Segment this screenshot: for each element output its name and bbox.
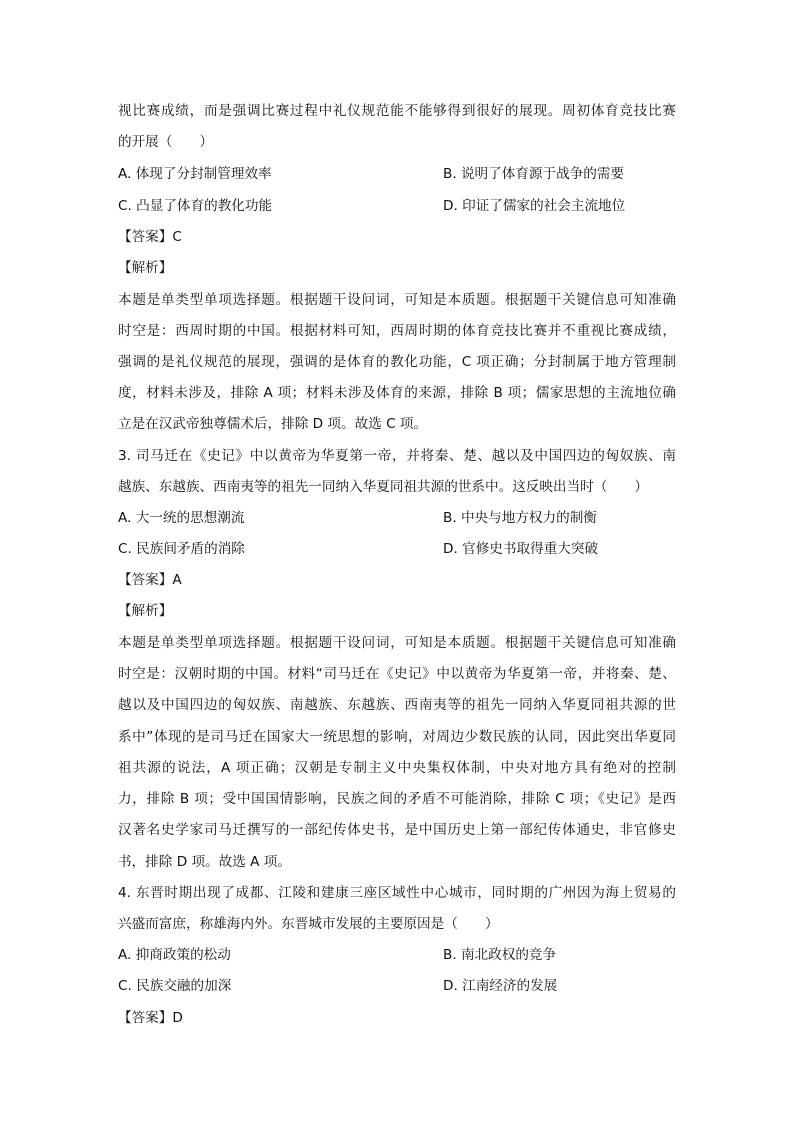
q3-analysis-line-8: 书，排除 D 项。故选 A 项。 xyxy=(118,854,291,870)
q3-option-d: D. 官修史书取得重大突破 xyxy=(443,541,599,557)
q2-analysis-line-5: 立是在汉武帝独尊儒术后，排除 D 项。故选 C 项。 xyxy=(118,416,428,432)
q2-analysis-line-1: 本题是单类型单项选择题。根据题干设问词，可知是本质题。根据题干关键信息可知准确 xyxy=(118,292,676,308)
q2-analysis-line-2: 时空是：西周时期的中国。根据材料可知，西周时期的体育竞技比赛并不重视比赛成绩， xyxy=(118,323,676,339)
q3-analysis-line-7: 汉著名史学家司马迁撰写的一部纪传体史书，是中国历史上第一部纪传体通史，非官修史 xyxy=(118,822,676,838)
q2-option-c: C. 凸显了体育的教化功能 xyxy=(118,198,273,214)
intro-line-1: 视比赛成绩，而是强调比赛过程中礼仪规范能不能够得到很好的展现。周初体育竞技比赛 xyxy=(118,103,676,119)
q4-option-c: C. 民族交融的加深 xyxy=(118,978,232,994)
q4-stem-line-1: 4. 东晋时期出现了成都、江陵和建康三座区域性中心城市，同时期的广州因为海上贸易的 xyxy=(118,885,676,901)
q2-analysis-line-4: 度，材料未涉及，排除 A 项；材料未涉及体育的来源，排除 B 项；儒家思想的主流地位确 xyxy=(118,385,676,401)
q4-option-b: B. 南北政权的竞争 xyxy=(443,947,557,963)
q2-analysis-label: 【解析】 xyxy=(118,260,173,276)
q3-analysis-line-1: 本题是单类型单项选择题。根据题干设问词，可知是本质题。根据题干关键信息可知准确 xyxy=(118,635,676,651)
q3-answer: 【答案】A xyxy=(118,572,182,588)
q3-option-a: A. 大一统的思想潮流 xyxy=(118,510,245,526)
q2-option-b: B. 说明了体育源于战争的需要 xyxy=(443,166,625,182)
q3-analysis-line-6: 力，排除 B 项；受中国国情影响，民族之间的矛盾不可能消除，排除 C 项；《史记》是西 xyxy=(118,791,676,807)
q3-analysis-line-3: 越以及中国四边的匈奴族、南越族、东越族、西南夷等的祖先一同纳入华夏同祖共源的世 xyxy=(118,697,676,713)
q3-analysis-line-4: 系中”体现的是司马迁在国家大一统思想的影响，对周边少数民族的认同，因此突出华夏同 xyxy=(118,729,676,745)
q4-option-d: D. 江南经济的发展 xyxy=(443,978,558,994)
q4-answer: 【答案】D xyxy=(118,1010,183,1026)
q3-option-b: B. 中央与地方权力的制衡 xyxy=(443,510,597,526)
q4-stem-line-2: 兴盛而富庶，称雄海内外。东晋城市发展的主要原因是（ ） xyxy=(118,916,499,932)
q3-analysis-line-2: 时空是：汉朝时期的中国。材料“司马迁在《史记》中以黄帝为华夏第一帝，并将秦、楚、 xyxy=(118,666,676,682)
intro-line-2: 的开展（ ） xyxy=(118,134,214,150)
q4-option-a: A. 抑商政策的松动 xyxy=(118,947,231,963)
q2-analysis-line-3: 强调的是礼仪规范的展现，强调的是体育的教化功能，C 项正确；分封制属于地方管理制 xyxy=(118,354,676,370)
q2-option-a: A. 体现了分封制管理效率 xyxy=(118,166,272,182)
q3-analysis-line-5: 祖共源的说法，A 项正确；汉朝是专制主义中央集权体制，中央对地方具有绝对的控制 xyxy=(118,760,676,776)
q3-analysis-label: 【解析】 xyxy=(118,603,173,619)
q3-stem-line-2: 越族、东越族、西南夷等的祖先一同纳入华夏同祖共源的世系中。这反映出当时（ ） xyxy=(118,479,649,495)
q3-option-c: C. 民族间矛盾的消除 xyxy=(118,541,245,557)
q2-answer: 【答案】C xyxy=(118,229,182,245)
q2-option-d: D. 印证了儒家的社会主流地位 xyxy=(443,198,626,214)
q3-stem-line-1: 3. 司马迁在《史记》中以黄帝为华夏第一帝，并将秦、楚、越以及中国四边的匈奴族、南 xyxy=(118,448,676,464)
